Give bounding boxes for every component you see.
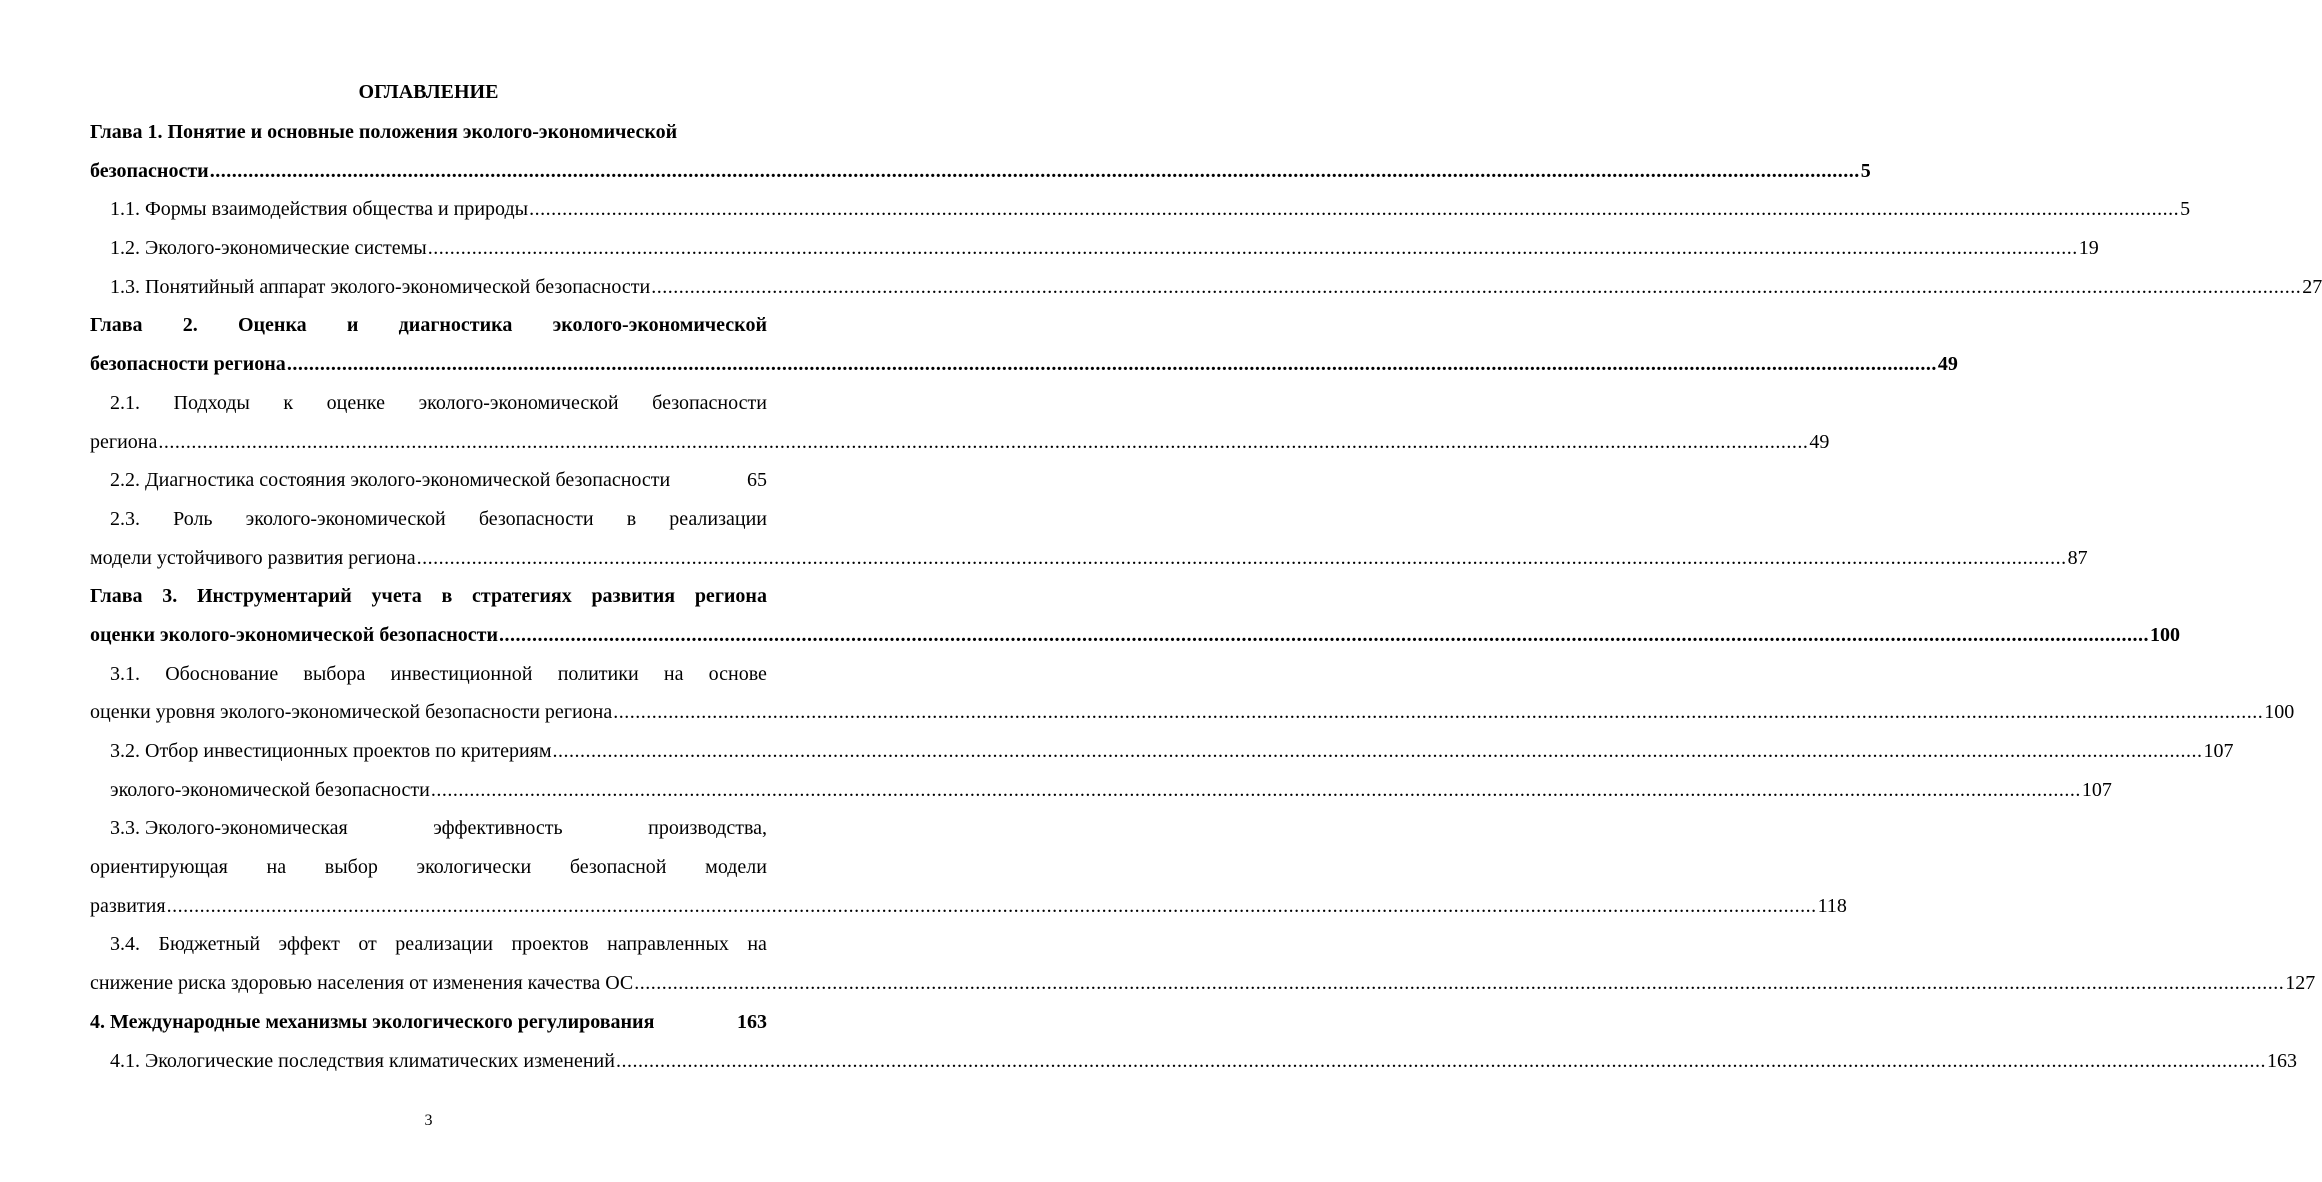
toc-chapter-3-heading[interactable]: [90, 577, 767, 616]
toc-word: выбор: [324, 856, 378, 879]
toc-word: к: [283, 391, 294, 414]
toc-chapter-3-heading-end[interactable]: [90, 616, 2181, 655]
toc-word: безопасной: [569, 856, 667, 879]
page-number: 3: [424, 1112, 433, 1129]
toc-word: развития: [591, 585, 676, 608]
toc-section-3-1[interactable]: [90, 655, 767, 694]
toc-word: основе: [708, 662, 767, 685]
toc-entry-text: оценки уровня эколого-экономической безопасности региона: [90, 701, 613, 724]
toc-entry-text: снижение риска здоровью населения от изменения качества ОС: [90, 972, 634, 995]
dot-leader: ............................................................................................................................................................................................................................................................................................................: [158, 430, 1809, 453]
toc-section-3-4[interactable]: [90, 925, 767, 964]
toc-word: 2.: [182, 314, 198, 337]
toc-word: экологически: [416, 856, 532, 879]
dot-leader: ............................................................................................................................................................................................................................................................................................................: [615, 1049, 2266, 1072]
toc-chapter-1-heading-end[interactable]: [90, 152, 1871, 191]
dot-leader: ............................................................................................................................................................................................................................................................................................................: [499, 623, 2150, 646]
toc-word: на: [663, 662, 684, 685]
toc-word: ориентирующая: [90, 856, 228, 879]
toc-section-2-1-end[interactable]: [90, 423, 1830, 462]
toc-word: оценке: [326, 391, 386, 414]
table-of-contents: [90, 113, 2322, 1080]
toc-section-2-3[interactable]: [90, 500, 767, 539]
toc-section-3-2-cont[interactable]: [90, 771, 2112, 810]
dot-leader: ............................................................................................................................................................................................................................................................................................................: [634, 972, 2285, 995]
toc-word: 3.: [162, 585, 178, 608]
toc-word: эффект: [278, 933, 340, 956]
toc-page-number: 127: [2285, 972, 2316, 995]
toc-word: на: [266, 856, 287, 879]
toc-word: Глава: [90, 314, 143, 337]
toc-word: 2.1.: [110, 391, 140, 414]
toc-word: проектов: [511, 933, 589, 956]
dot-leader: ............................................................................................................................................................................................................................................................................................................: [286, 353, 1937, 376]
dot-leader: ............................................................................................................................................................................................................................................................................................................: [552, 740, 2203, 762]
toc-word: выбора: [303, 662, 366, 685]
toc-chapter-1-heading[interactable]: [90, 113, 767, 152]
toc-entry-text: развития: [90, 894, 166, 917]
toc-word: 3.3. Эколого-экономическая: [110, 817, 348, 840]
toc-word: эффективность: [433, 817, 563, 840]
toc-word: Оценка: [237, 314, 307, 337]
toc-entry-text: безопасности: [90, 159, 209, 182]
toc-entry-text: 4.1. Экологические последствия климатических изменений: [110, 1049, 615, 1072]
toc-word: эколого-экономической: [552, 314, 767, 337]
toc-word: реализации: [395, 933, 493, 956]
toc-section-2-2[interactable]: [90, 461, 767, 500]
toc-page-number: 163: [737, 1010, 767, 1033]
toc-word: реализации: [669, 507, 767, 530]
toc-word: политики: [557, 662, 639, 685]
toc-page-number: 27: [2302, 275, 2322, 298]
toc-entry-text: оценки эколого-экономической безопасности: [90, 623, 499, 646]
toc-page-number: 19: [2078, 237, 2099, 260]
toc-word: направленных: [607, 933, 729, 956]
toc-page-number: 65: [747, 469, 767, 492]
toc-entry-text: 3.2. Отбор инвестиционных проектов по критериям: [110, 740, 552, 762]
toc-page-number: 100: [2150, 623, 2181, 646]
toc-word: на: [747, 933, 767, 956]
toc-section-3-1-end[interactable]: [90, 693, 2295, 732]
toc-section-3-2[interactable]: [90, 732, 2234, 771]
toc-word: Инструментарий: [196, 585, 352, 608]
dot-leader: ............................................................................................................................................................................................................................................................................................................: [166, 894, 1817, 917]
toc-entry-text: 2.2. Диагностика состояния эколого-экономической безопасности: [110, 469, 671, 492]
toc-section-1-3[interactable]: [90, 268, 2322, 307]
toc-word: Подходы: [173, 391, 250, 414]
toc-chapter-2-heading-end[interactable]: [90, 345, 1958, 384]
toc-word: Бюджетный: [158, 933, 261, 956]
toc-word: в: [626, 507, 637, 530]
toc-section-1-2[interactable]: [90, 229, 2099, 268]
toc-word: стратегиях: [472, 585, 572, 608]
toc-word: Глава: [90, 585, 143, 608]
dot-leader: ............................................................................................................................................................................................................................................................................................................: [427, 237, 2078, 260]
toc-word: производства,: [648, 817, 767, 840]
toc-page-number: 49: [1937, 353, 1958, 376]
toc-word: инвестиционной: [390, 662, 533, 685]
dot-leader: ............................................................................................................................................................................................................................................................................................................: [529, 198, 2180, 221]
toc-page-number: 49: [1809, 430, 1830, 453]
toc-word: в: [441, 585, 453, 608]
dot-leader: ............................................................................................................................................................................................................................................................................................................: [613, 701, 2264, 724]
toc-word: эколого-экономической: [418, 391, 619, 414]
toc-page-number: 163: [2266, 1049, 2297, 1072]
toc-section-4-1[interactable]: [90, 1042, 2297, 1081]
toc-page-number: 87: [2067, 546, 2088, 569]
toc-word: и: [346, 314, 359, 337]
toc-page-number: 107: [2081, 778, 2112, 801]
toc-word: 3.4.: [110, 933, 140, 956]
dot-leader: ............................................................................................................................................................................................................................................................................................................: [651, 275, 2302, 298]
toc-word: региона: [694, 585, 767, 608]
dot-leader: ............................................................................................................................................................................................................................................................................................................: [416, 546, 2067, 569]
toc-entry-text: 4. Международные механизмы экологического регулирования: [90, 1010, 655, 1033]
dot-leader: ............................................................................................................................................................................................................................................................................................................: [209, 159, 1860, 182]
toc-chapter-2-heading[interactable]: [90, 306, 767, 345]
toc-entry-text: модели устойчивого развития региона: [90, 546, 416, 569]
toc-page-number: 5: [1860, 159, 1871, 182]
toc-word: безопасности: [478, 507, 594, 530]
toc-page-number: 118: [1817, 894, 1847, 917]
toc-word: 2.3.: [110, 507, 140, 530]
toc-section-2-1[interactable]: [90, 384, 767, 423]
toc-word: диагностика: [398, 314, 513, 337]
toc-entry-text: эколого-экономической безопасности: [110, 778, 430, 801]
toc-entry-text: 1.1. Формы взаимодействия общества и природы: [110, 198, 529, 221]
toc-word: от: [358, 933, 377, 956]
toc-word: эколого-экономической: [245, 507, 446, 530]
toc-section-3-4-end[interactable]: [90, 964, 2316, 1003]
toc-word: учета: [371, 585, 422, 608]
toc-section-3-3-end[interactable]: [90, 887, 1847, 926]
toc-entry-text: безопасности региона: [90, 353, 286, 376]
toc-section-2-3-end[interactable]: [90, 539, 2088, 578]
toc-page-number: 100: [2264, 701, 2295, 724]
toc-word: модели: [705, 856, 767, 879]
toc-section-1-1[interactable]: [90, 190, 2191, 229]
toc-page-number: 5: [2180, 198, 2191, 221]
toc-entry-text: 1.2. Эколого-экономические системы: [110, 237, 427, 260]
toc-section-3-3[interactable]: [90, 809, 767, 848]
toc-entry-text: Глава 1. Понятие и основные положения эколого-экономической: [90, 121, 678, 143]
toc-word: 3.1.: [110, 662, 140, 685]
toc-page-number: 107: [2203, 740, 2234, 762]
toc-word: Обоснование: [165, 662, 279, 685]
toc-chapter-4-heading[interactable]: [90, 1003, 767, 1042]
toc-word: безопасности: [652, 391, 767, 414]
toc-title: ОГЛАВЛЕНИЕ: [358, 81, 499, 103]
toc-entry-text: 1.3. Понятийный аппарат эколого-экономической безопасности: [110, 275, 651, 298]
toc-section-3-3-cont[interactable]: [90, 848, 767, 887]
toc-entry-text: региона: [90, 430, 158, 453]
dot-leader: ............................................................................................................................................................................................................................................................................................................: [430, 778, 2081, 801]
toc-word: Роль: [173, 507, 213, 530]
